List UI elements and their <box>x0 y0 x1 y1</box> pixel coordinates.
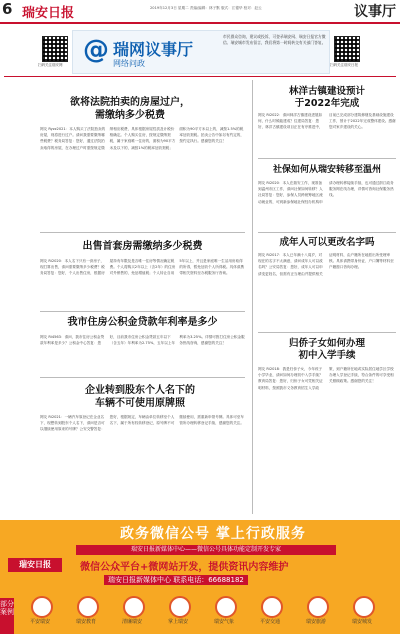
story-body: 网友 Ri2021：一辆汽车原登记在企业名下，现想转到股东个人名下，请问是否可以继续使用原来的号牌？公安交警答复：您好，根据规定，车辆由单位转移至个人名下，属于所有权转移登记，原号牌不可继续使用，需重新申领号牌。具体可至车管所办理转移登记手续，感谢您的关注。 <box>40 415 244 432</box>
case-label: 瑞安气象 <box>213 619 234 625</box>
story-body: 网友 Ri2017：本人已年满十八周岁，对现在的名字不太满意，请问成年人可以改名吗？公安局答复：您好，成年人可以申请变更姓名，但需有正当理由并提供相关证明材料，由户籍所在地派出所受理审核。具体请携带身份证、户口簿等材料至户籍窗口咨询办理。 <box>258 253 394 276</box>
banner-description: 市民群众咨询，建议或投诉，可登录瑞安网、瑞安日报官方微信、瑞安城市发布留言，我们将第一时间转交有关部门答复。 <box>223 34 326 45</box>
case-icon-row <box>20 594 400 632</box>
story-body: 网友 Ri2022：请问林洋古镇建设进展如何，什么时候能建成？住建局答复：您好，林洋古镇建设项目正在有序推进中，目前已完成部分建筑修缮及基础设施建设工作，预计于2022年完成整体建设。感谢您对家乡建设的关心。 <box>258 113 396 130</box>
case-label: 瑞安旅游 <box>305 619 326 625</box>
divider <box>258 232 396 233</box>
case-label: 瑞安城发 <box>351 619 372 625</box>
masthead: 瑞安日报 <box>22 6 75 21</box>
story-body: 网友 Ri2018：我是归侨子女，今年孩子小学毕业，请问如何办理初中入学手续？教育局答复：您好，归侨子女可凭相关证明材料，按照我市义务教育招生入学政策，到户籍所在地或实际居住地学区学校办理入学登记手续，符合条件的可享受相关照顾政策。感谢您的关注！ <box>258 367 394 390</box>
ad-tagline: 微信公众平台+微网站开发，提供资讯内容维护 <box>80 562 289 573</box>
case-label: 瑞安教育 <box>75 619 96 625</box>
divider <box>258 332 396 333</box>
story-headline: 企业转到股东个人名下的 车辆不可使用原牌照 <box>85 385 195 409</box>
badge-icon <box>261 596 283 618</box>
story-body: 网友 Ri2020：本人在瑞安工作，现准备到温州市区工作，请问社保如何转移？人社局答复：您好，参保人员跨统筹地区流动就业的，可到新参保地社保经办机构申请办理转移接续手续，也可通过浙江政务服务网在线办理，详情可咨询社保服务热线。 <box>258 181 394 204</box>
story-body: 网友 Ri4563：请问，我市住房公积金贷款年利率是多少？公积金中心答复：您好，目前我市住房公积金贷款五年以下（含五年）年利率为2.75%，五年以上年利率为3.25%。详情可拨打住房公积金服务热线咨询，感谢您的关注！ <box>40 335 245 346</box>
case-item <box>158 594 198 632</box>
advertisement <box>0 520 400 634</box>
case-label: 平安交通 <box>259 619 280 625</box>
badge-icon <box>307 596 329 618</box>
case-item <box>296 594 336 632</box>
case-item <box>112 594 152 632</box>
badge-icon <box>123 596 145 618</box>
banner-title: 瑞网议事厅 <box>113 40 194 59</box>
divider <box>40 377 245 378</box>
qr-code-left <box>42 36 68 62</box>
case-item <box>66 594 106 632</box>
case-label: 掌上瑞安 <box>167 619 188 625</box>
banner-subtitle: 网络问政 <box>113 59 145 68</box>
banner <box>72 30 330 74</box>
logo: 瑞安日报 <box>8 558 62 572</box>
divider <box>40 232 245 233</box>
column-divider <box>252 80 253 514</box>
issue-meta: 2019年12月3日 星期二 责编/编辑：林子默 版式：江德华 校对：赵云 <box>150 6 262 10</box>
ad-contact: 瑞安日报新媒体中心 联系电话：66688182 <box>104 575 248 585</box>
divider <box>258 158 396 159</box>
story-headline: 欲将法院拍卖的房屋过户， 需缴纳多少税费 <box>70 97 190 121</box>
ad-headline: 政务微信公号 掌上行政服务 <box>120 526 306 542</box>
qr-caption-left: 扫码关注瑞安网 <box>38 63 63 67</box>
case-item <box>250 594 290 632</box>
badge-icon <box>169 596 191 618</box>
story-body: 网友 Ryzz2021：本人购买了法院拍卖的房屋，现将进行过户。请问我需要缴纳哪些税费？税务局答复：您好，通过法院拍卖取得的房屋，在办理过户时需按规定缴纳相应税费，具体根据房屋性质及计税价格确定。个人购买住房，按规定缴纳契税，属于家庭唯一住房的，面积为90平方米及以下的，减按1%的税率征收契税；面积为90平方米以上的，减按1.5%的税率征收契税。拍卖公告中如另有约定的，按约定执行。感谢您的关注！ <box>40 127 244 150</box>
divider <box>40 311 245 312</box>
cases-label: 部分案例 <box>0 598 14 634</box>
ad-subline: 瑞安日报新媒体中心——微信公号具体功能定制开发专家 <box>76 545 336 555</box>
story-headline: 成年人可以更改名字吗 <box>279 237 375 248</box>
qr-code-right <box>334 36 360 62</box>
page-number: 6 <box>2 0 13 18</box>
page-header <box>0 0 400 24</box>
case-label: 清廉瑞安 <box>121 619 142 625</box>
story-headline: 出售首套房需缴纳多少税费 <box>82 241 203 252</box>
story-headline: 社保如何从瑞安转移至温州 <box>272 165 381 175</box>
case-item <box>20 594 60 632</box>
badge-icon <box>215 596 237 618</box>
badge-icon <box>77 596 99 618</box>
story-headline: 我市住房公积金贷款年利率是多少 <box>67 317 218 328</box>
badge-icon <box>353 596 375 618</box>
at-icon: @ <box>83 35 109 65</box>
qr-caption-right: 扫码关注瑞安日报 <box>330 63 358 67</box>
badge-icon <box>31 596 53 618</box>
story-body: 网友 Ri2020：本人名下只有一套房子，现打算出售，请问需要缴纳多少税费？税务局答复：您好，个人出售住房，根据房屋持有年限及是否唯一住房等情况确定税费。个人将购买2年以上（含2年）的住房对外销售的，免征增值税；个人转让自用5年以上，并且是家庭唯一生活用房取得的所得，暂免征收个人所得税。具体请携带相关资料至办税服务厅咨询。 <box>40 259 244 276</box>
section-title: 议事厅 <box>354 4 396 20</box>
case-label: 平安瑞安 <box>29 619 50 625</box>
case-item <box>342 594 382 632</box>
case-item <box>204 594 244 632</box>
story-headline: 归侨子女如何办理 初中入学手续 <box>288 338 365 361</box>
divider <box>4 76 396 77</box>
story-headline: 林洋古镇建设预计 于2022年完成 <box>288 86 365 109</box>
